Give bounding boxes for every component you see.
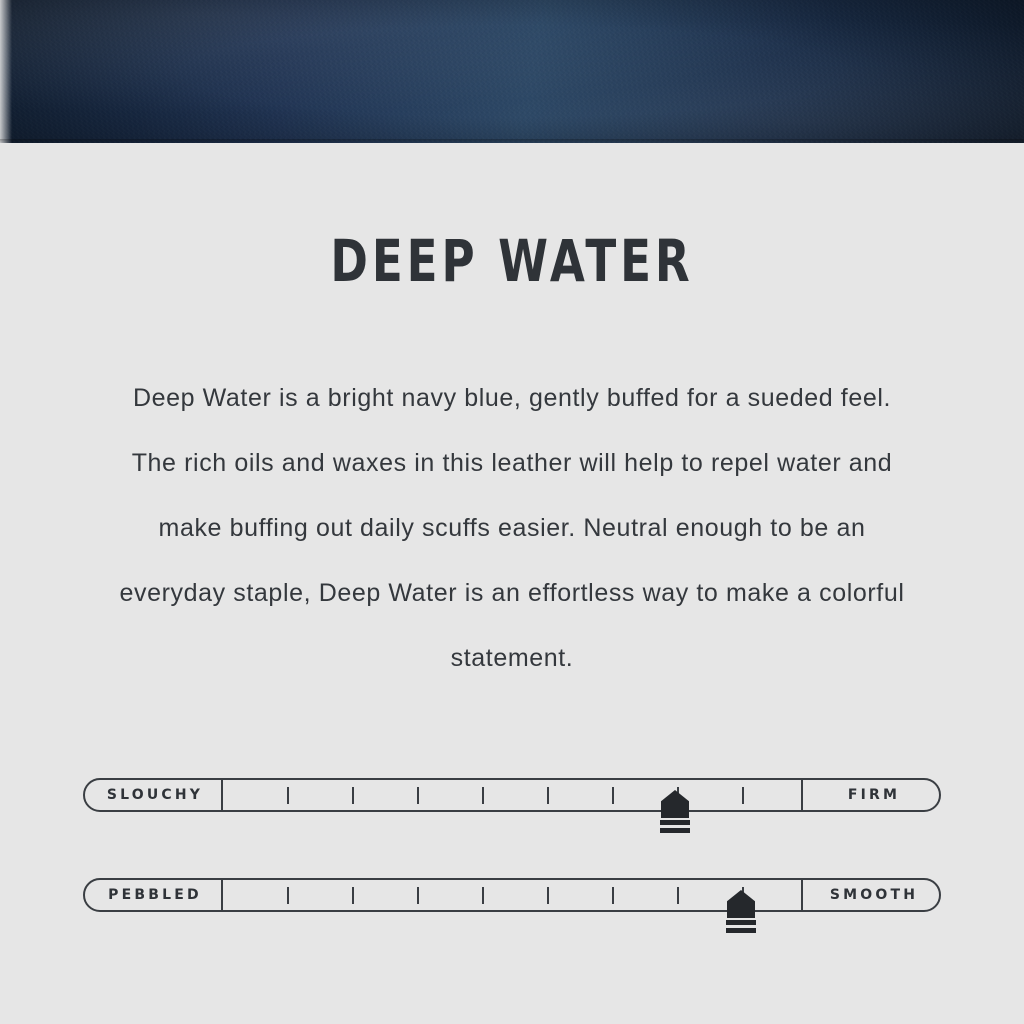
scale-left-label: SLOUCHY — [83, 778, 223, 812]
marker-bar — [726, 928, 756, 933]
deep-water-leather-swatch — [0, 0, 1024, 143]
scale-right-label: SMOOTH — [801, 878, 941, 912]
scale-tick — [482, 787, 484, 804]
swatch-left-fade — [0, 0, 12, 143]
scale-marker[interactable] — [724, 890, 758, 936]
swatch-vignette — [0, 0, 1024, 143]
product-description: Deep Water is a bright navy blue, gently buffed for a sueded feel. The rich oils and waxes in this leather will help to repel water and make buffing out daily scuffs easier. Neutral enough to be an everyday staple, Deep Water is an effortless way to make a colorful statement. — [119, 384, 905, 672]
scale-tick — [677, 887, 679, 904]
scale-tick — [612, 887, 614, 904]
marker-bar — [660, 828, 690, 833]
marker-bar — [726, 920, 756, 925]
scale-tick — [417, 887, 419, 904]
scale-tick — [547, 887, 549, 904]
scale-tick — [742, 787, 744, 804]
scale-tick — [287, 787, 289, 804]
scale-tick — [417, 787, 419, 804]
scale-left-label: PEBBLED — [83, 878, 223, 912]
marker-head-icon — [727, 890, 755, 918]
scale-right-label: FIRM — [801, 778, 941, 812]
scale-marker[interactable] — [658, 790, 692, 836]
slouchy-firm-scale — [83, 778, 941, 812]
swatch-bottom-shadow — [0, 139, 1024, 143]
scale-tick — [352, 887, 354, 904]
marker-head-icon — [661, 790, 689, 818]
scale-ticks — [223, 778, 801, 812]
scale-tick — [287, 887, 289, 904]
page-title: DEEP WATER — [330, 227, 694, 295]
scale-tick — [547, 787, 549, 804]
scale-tick — [612, 787, 614, 804]
scale-tick — [352, 787, 354, 804]
scale-ticks — [223, 878, 801, 912]
marker-bar — [660, 820, 690, 825]
pebbled-smooth-scale — [83, 878, 941, 912]
scale-tick — [482, 887, 484, 904]
